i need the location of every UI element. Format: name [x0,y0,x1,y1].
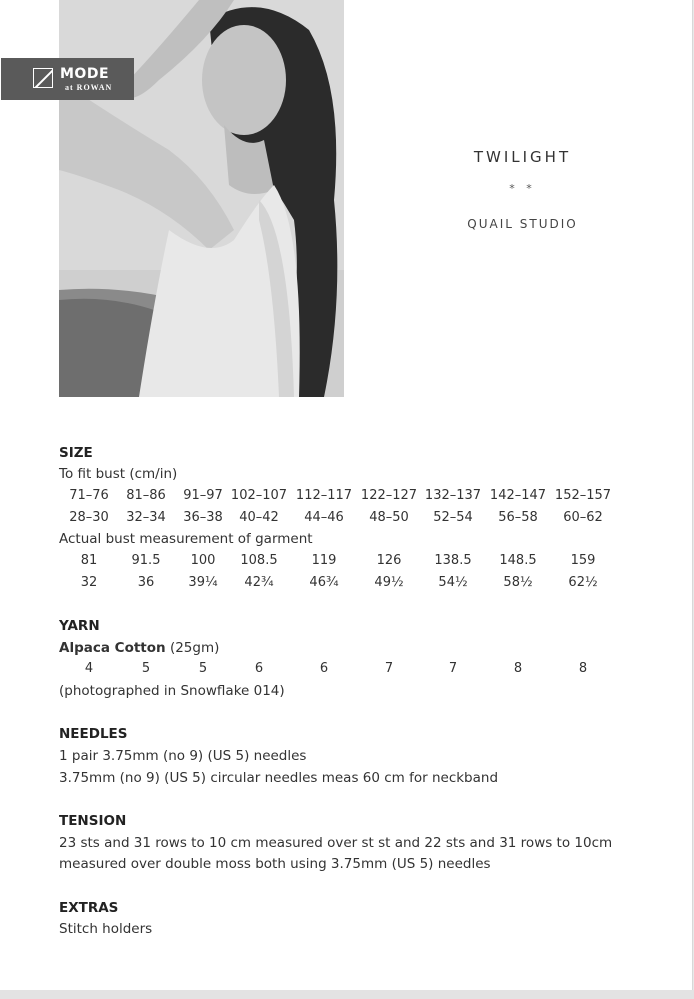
yarn-note: (photographed in Snowflake 014) [59,683,285,699]
yarn-qty-cell: 6 [254,661,264,676]
size-cell: 32–34 [126,510,166,525]
size-cell: 152–157 [554,488,612,503]
size-cell: 56–58 [498,510,538,525]
tension-heading: TENSION [59,813,127,829]
yarn-qty-cell: 7 [384,661,394,676]
size-cell: 108.5 [240,553,278,568]
yarn-qty-cell: 8 [513,661,523,676]
size-cell: 54½ [438,575,468,590]
size-cell: 58½ [503,575,533,590]
extras-text: Stitch holders [59,921,153,937]
tension-line: measured over double moss both using 3.75mm (US 5) needles [59,856,491,872]
difficulty-rating: * * [509,182,536,195]
size-cell: 81 [80,553,98,568]
size-cell: 81–86 [126,488,166,503]
size-cell: 148.5 [499,553,537,568]
yarn-qty-cell: 7 [448,661,458,676]
size-cell: 48–50 [369,510,409,525]
yarn-qty-cell: 5 [198,661,208,676]
size-cell: 36–38 [183,510,223,525]
actual-bust-label: Actual bust measurement of garment [59,531,313,547]
extras-heading: EXTRAS [59,900,119,916]
yarn-weight: (25gm) [169,640,220,656]
size-cell: 39¼ [188,575,218,590]
size-cell: 132–137 [424,488,482,503]
size-heading: SIZE [59,445,93,461]
size-cell: 71–76 [69,488,109,503]
logo-brand-name: MODE [60,66,110,82]
yarn-qty-cell: 5 [141,661,151,676]
size-cell: 91–97 [183,488,223,503]
size-cell: 91.5 [131,553,161,568]
size-cell: 159 [570,553,596,568]
needles-line: 1 pair 3.75mm (no 9) (US 5) needles [59,748,307,764]
size-cell: 102–107 [230,488,288,503]
mode-at-rowan-logo [1,58,134,100]
size-cell: 36 [137,575,155,590]
needles-heading: NEEDLES [59,726,128,742]
logo-brand-sub: at ROWAN [65,83,113,92]
size-cell: 122–127 [360,488,418,503]
size-cell: 100 [190,553,216,568]
fit-bust-label: To fit bust (cm/in) [59,466,178,482]
yarn-heading: YARN [59,618,100,634]
yarn-name: Alpaca Cotton [59,640,166,656]
size-cell: 60–62 [563,510,603,525]
tension-line: 23 sts and 31 rows to 10 cm measured over st st and 22 sts and 31 rows to 10cm [59,835,613,851]
yarn-qty-cell: 6 [319,661,329,676]
size-cell: 44–46 [304,510,344,525]
size-cell: 46¾ [309,575,339,590]
size-cell: 42¾ [244,575,274,590]
size-cell: 49½ [374,575,404,590]
page-bottom-edge [0,990,694,999]
size-cell: 112–117 [295,488,353,503]
logo-mark-icon [33,68,53,88]
yarn-qty-cell: 8 [578,661,588,676]
designer-name: QUAIL STUDIO [467,217,578,231]
yarn-name-line [59,640,219,656]
size-cell: 28–30 [69,510,109,525]
size-cell: 119 [311,553,337,568]
size-cell: 32 [80,575,98,590]
yarn-qty-cell: 4 [84,661,94,676]
size-cell: 142–147 [489,488,547,503]
size-cell: 40–42 [239,510,279,525]
size-cell: 52–54 [433,510,473,525]
size-cell: 62½ [568,575,598,590]
pattern-title: TWILIGHT [473,148,572,166]
size-cell: 138.5 [434,553,472,568]
needles-line: 3.75mm (no 9) (US 5) circular needles meas 60 cm for neckband [59,770,499,786]
size-cell: 126 [376,553,402,568]
